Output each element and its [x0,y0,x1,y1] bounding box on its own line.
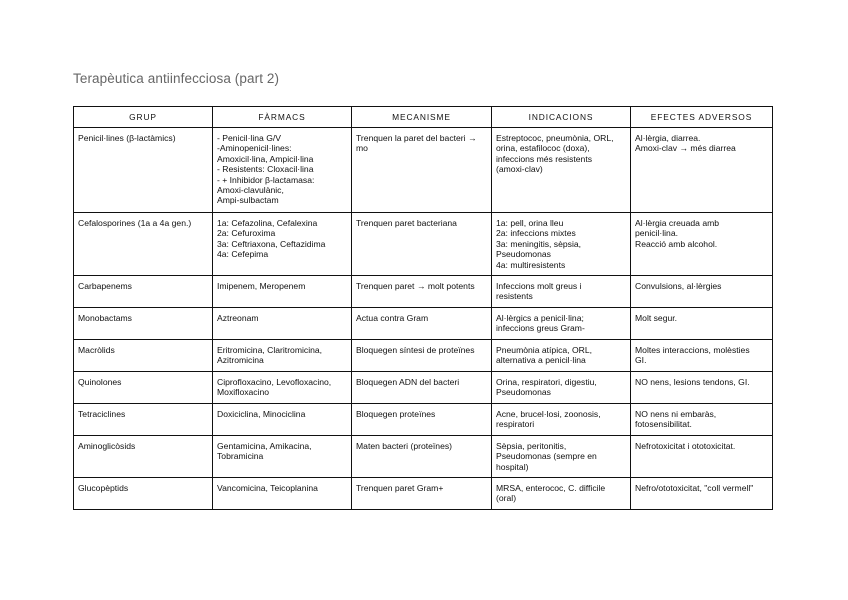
cell-grup [74,308,213,340]
cell-farmacs-text: - Penicil·lina G/V -Aminopenicil·lines: Amoxicil·lina, Ampicil·lina - Resistents: Cloxacil·lina - + Inhibidor β-lactamasa: Amoxi-clavulànic, Ampi-sulbactam [217,133,315,206]
cell-indicacions-text: Al·lèrgics a penicil·lina; infeccions greus Gram- [496,313,585,334]
cell-indicacions [492,436,631,478]
cell-indicacions [492,213,631,276]
table-row [74,213,773,276]
cell-efectes-adversos [631,128,773,213]
table-row [74,340,773,372]
cell-indicacions [492,478,631,510]
cell-farmacs-text: Ciprofloxacino, Levofloxacino, Moxifloxacino [217,377,332,398]
cell-farmacs-text: Doxiciclina, Minociclina [217,409,306,419]
cell-mecanisme [352,128,492,213]
cell-efectes-adversos-text: Al·lèrgia, diarrea. Amoxi-clav → més diarrea [635,133,736,154]
cell-farmacs-text: 1a: Cefazolina, Cefalexina 2a: Cefuroxima 3a: Ceftriaxona, Ceftazidima 4a: Cefepima [217,218,326,260]
table-row [74,372,773,404]
header-mecanisme: MECANISME [352,107,492,128]
cell-farmacs [213,276,352,308]
cell-efectes-adversos-text: NO nens, lesions tendons, GI. [635,377,750,387]
cell-efectes-adversos-text: Molt segur. [635,313,678,323]
cell-efectes-adversos-text: Moltes interaccions, molèsties GI. [635,345,750,366]
cell-mecanisme [352,340,492,372]
page-title: Terapèutica antiinfecciosa (part 2) [73,71,280,86]
cell-efectes-adversos [631,340,773,372]
cell-farmacs-text: Imipenem, Meropenem [217,281,306,291]
cell-indicacions [492,308,631,340]
header-grup: GRUP [74,107,213,128]
cell-mecanisme [352,276,492,308]
cell-mecanisme [352,372,492,404]
cell-indicacions [492,128,631,213]
cell-indicacions-text: MRSA, enterococ, C. difficile (oral) [496,483,606,504]
cell-efectes-adversos-text: Al·lèrgia creuada amb penicil·lina. Reacció amb alcohol. [635,218,720,249]
cell-efectes-adversos-text: Nefrotoxicitat i ototoxicitat. [635,441,736,451]
cell-farmacs [213,404,352,436]
table-row [74,308,773,340]
antiinfective-table [73,106,773,510]
cell-grup-text: Monobactams [78,313,132,323]
cell-mecanisme-text: Trenquen paret bacteriana [356,218,457,228]
cell-efectes-adversos [631,478,773,510]
cell-farmacs-text: Vancomicina, Teicoplanina [217,483,318,493]
cell-efectes-adversos [631,308,773,340]
cell-grup-text: Glucopèptids [78,483,129,493]
cell-farmacs [213,372,352,404]
cell-grup-text: Quinolones [78,377,122,387]
cell-grup-text: Cefalosporines (1a a 4a gen.) [78,218,192,228]
cell-farmacs [213,128,352,213]
cell-mecanisme-text: Bloquegen síntesi de proteïnes [356,345,475,355]
cell-grup [74,404,213,436]
cell-grup [74,478,213,510]
table-row [74,478,773,510]
table-row [74,276,773,308]
table-row [74,404,773,436]
cell-grup [74,372,213,404]
cell-indicacions-text: Estreptococ, pneumònia, ORL, orina, estafilococ (doxa), infeccions més resistents (amoxi-clav) [496,133,614,175]
cell-indicacions [492,404,631,436]
cell-grup-text: Macròlids [78,345,115,355]
cell-mecanisme-text: Bloquegen ADN del bacteri [356,377,460,387]
cell-mecanisme-text: Trenquen la paret del bacteri → mo [356,133,477,154]
cell-indicacions [492,276,631,308]
cell-efectes-adversos [631,276,773,308]
cell-efectes-adversos [631,404,773,436]
cell-mecanisme [352,308,492,340]
table-header-row [74,107,773,128]
cell-grup [74,276,213,308]
cell-indicacions-text: Pneumònia atípica, ORL, alternativa a penicil·lina [496,345,593,366]
cell-efectes-adversos-text: Nefro/ototoxicitat, "coll vermell" [635,483,754,493]
cell-efectes-adversos-text: Convulsions, al·lèrgies [635,281,722,291]
cell-mecanisme [352,436,492,478]
cell-efectes-adversos [631,372,773,404]
cell-farmacs [213,340,352,372]
cell-efectes-adversos [631,436,773,478]
cell-farmacs-text: Eritromicina, Claritromicina, Azitromicina [217,345,323,366]
cell-grup [74,436,213,478]
cell-grup [74,213,213,276]
cell-farmacs-text: Aztreonam [217,313,259,323]
cell-mecanisme-text: Trenquen paret → molt potents [356,281,475,291]
cell-grup-text: Aminoglicòsids [78,441,136,451]
cell-grup-text: Penicil·lines (β-lactàmics) [78,133,176,143]
cell-efectes-adversos-text: NO nens ni embaràs, fotosensibilitat. [635,409,717,430]
cell-indicacions-text: 1a: pell, orina lleu 2a: infeccions mixtes 3a: meningitis, sèpsia, Pseudomonas 4a: multiresistents [496,218,582,270]
cell-grup-text: Carbapenems [78,281,132,291]
cell-farmacs [213,213,352,276]
cell-mecanisme [352,404,492,436]
cell-grup-text: Tetraciclines [78,409,126,419]
cell-indicacions-text: Sèpsia, peritonitis, Pseudomonas (sempre en hospital) [496,441,597,472]
cell-mecanisme [352,213,492,276]
header-indicacions: INDICACIONS [492,107,631,128]
cell-indicacions-text: Orina, respiratori, digestiu, Pseudomonas [496,377,597,398]
header-farmacs: FÀRMACS [213,107,352,128]
cell-mecanisme-text: Trenquen paret Gram+ [356,483,444,493]
cell-farmacs [213,308,352,340]
cell-farmacs [213,436,352,478]
table-row [74,436,773,478]
cell-mecanisme [352,478,492,510]
table-row [74,128,773,213]
header-efectes-adversos: EFECTES ADVERSOS [631,107,773,128]
cell-mecanisme-text: Maten bacteri (proteïnes) [356,441,453,451]
cell-grup [74,128,213,213]
cell-indicacions [492,340,631,372]
cell-mecanisme-text: Bloquegen proteïnes [356,409,436,419]
cell-indicacions-text: Infeccions molt greus i resistents [496,281,582,302]
cell-indicacions-text: Acne, brucel·losi, zoonosis, respiratori [496,409,601,430]
cell-farmacs [213,478,352,510]
cell-mecanisme-text: Actua contra Gram [356,313,429,323]
cell-indicacions [492,372,631,404]
cell-grup [74,340,213,372]
cell-efectes-adversos [631,213,773,276]
cell-farmacs-text: Gentamicina, Amikacina, Tobramicina [217,441,312,462]
